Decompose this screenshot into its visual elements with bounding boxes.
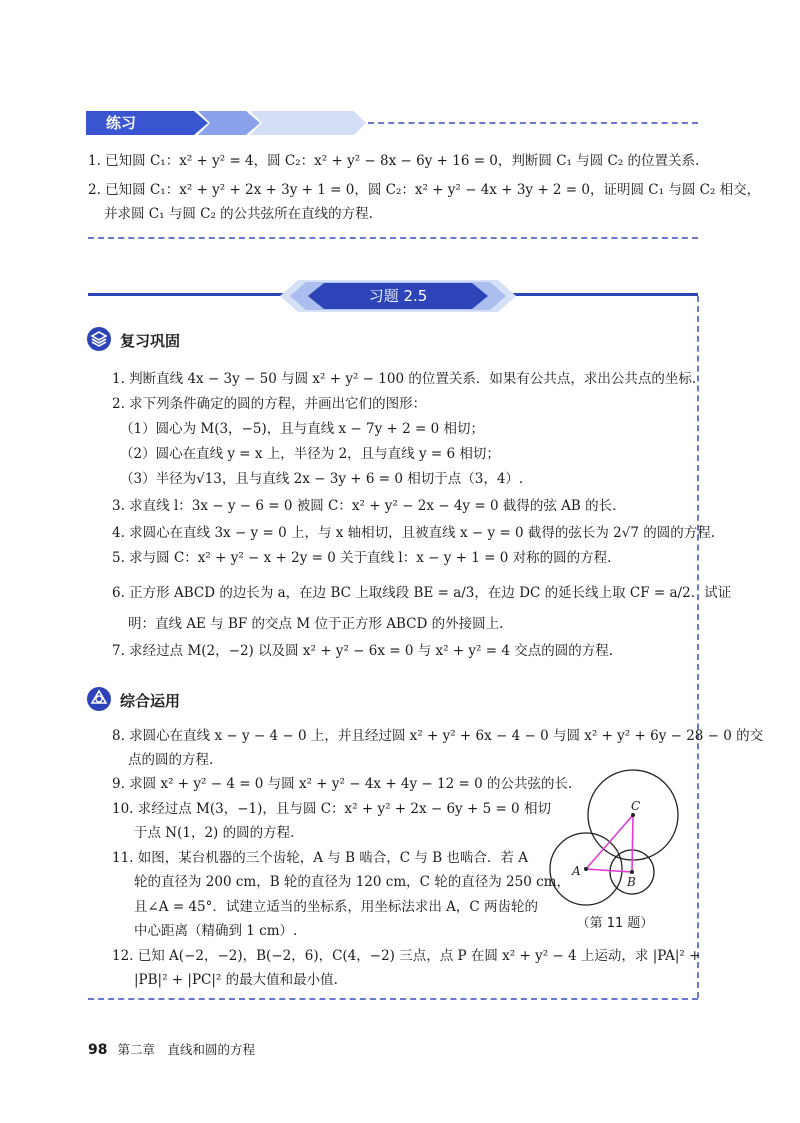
review-section-title: 复习巩固: [120, 332, 181, 350]
applied-line-10: 12. 已知 A(−2，−2)，B(−2，6)，C(4，−2) 三点，点 P 在圆 x² + y² − 4 上运动，求 |PA|² +: [112, 948, 701, 964]
applied-line-3: 9. 求圆 x² + y² − 4 = 0 与圆 x² + y² − 4x + 4y − 12 = 0 的公共弦的长.: [112, 776, 573, 792]
chapter-title: 第二章 直线和圆的方程: [117, 1042, 255, 1057]
applied-line-9: 中心距离（精确到 1 cm）.: [134, 923, 298, 939]
exercise-title: 习题 2.5: [368, 287, 428, 305]
applied-line-2: 点的圆的方程.: [128, 752, 214, 768]
figure-label-c: C: [631, 799, 641, 813]
exercise-right-dash: [697, 296, 699, 998]
review-line-8: 5. 求与圆 C：x² + y² − x + 2y = 0 关于直线 l：x − y + 1 = 0 对称的圆的方程.: [112, 550, 612, 566]
gear-diagram: [540, 768, 690, 908]
applied-line-5: 于点 N(1，2) 的圆的方程.: [134, 825, 295, 841]
gear-figure: [540, 768, 690, 931]
review-line-9: 6. 正方形 ABCD 的边长为 a，在边 BC 上取线段 BE = a/3，在边 DC 的延长线上取 CF = a/2．试证: [112, 585, 732, 601]
page-footer: [88, 1040, 255, 1058]
applied-line-6: 11. 如图，某台机器的三个齿轮，A 与 B 啮合，C 与 B 也啮合．若 A: [112, 850, 528, 866]
figure-label-a: A: [572, 864, 581, 878]
review-line-7: 4. 求圆心在直线 3x − y = 0 上，与 x 轴相切，且被直线 x − y = 0 截得的弦长为 2√7 的圆的方程.: [112, 525, 716, 541]
applied-line-1: 8. 求圆心在直线 x − y − 4 − 0 上，并且经过圆 x² + y² + 6x − 4 − 0 与圆 x² + y² + 6y − 28 − 0 的交: [112, 728, 764, 744]
exercise-right-rule: [508, 293, 698, 296]
review-line-3: （1）圆心为 M(3，−5)，且与直线 x − 7y + 2 = 0 相切；: [120, 421, 484, 437]
exercise-bottom-dash: [88, 998, 698, 1000]
review-line-11: 7. 求经过点 M(2，−2) 以及圆 x² + y² − 6x = 0 与 x² + y² = 4 交点的圆的方程.: [112, 643, 614, 659]
review-line-2: 2. 求下列条件确定的圆的方程，并画出它们的图形：: [112, 396, 427, 412]
exercise-left-rule: [88, 293, 288, 296]
practice-tag: 练习: [106, 114, 137, 132]
applied-section-icon: [86, 686, 112, 712]
figure-caption: （第 11 题）: [576, 916, 654, 931]
applied-line-7: 轮的直径为 200 cm，B 轮的直径为 120 cm，C 轮的直径为 250 cm，: [134, 874, 570, 890]
exercise-banner: [280, 280, 516, 312]
center-triangle: [586, 815, 633, 872]
review-line-6: 3. 求直线 l：3x − y − 6 = 0 被圆 C：x² + y² − 2x − 4y = 0 截得的弦 AB 的长.: [112, 498, 617, 514]
applied-line-4: 10. 求经过点 M(3，−1)，且与圆 C：x² + y² + 2x − 6y + 5 = 0 相切: [112, 801, 551, 817]
review-line-1: 1. 判断直线 4x − 3y − 50 与圆 x² + y² − 100 的位置关系．如果有公共点，求出公共点的坐标.: [112, 371, 697, 387]
practice-top-dash: [368, 122, 698, 124]
applied-line-8: 且∠A = 45°．试建立适当的坐标系，用坐标法求出 A，C 两齿轮的: [134, 899, 539, 915]
practice-banner: [86, 111, 366, 135]
practice-item-2-cont: 并求圆 C₁ 与圆 C₂ 的公共弦所在直线的方程.: [104, 206, 373, 222]
review-line-10: 明：直线 AE 与 BF 的交点 M 位于正方形 ABCD 的外接圆上.: [128, 616, 504, 632]
page-number: 98: [88, 1042, 108, 1058]
practice-item-2: 2. 已知圆 C₁：x² + y² + 2x + 3y + 1 = 0，圆 C₂：x² + y² − 4x + 3y + 2 = 0，证明圆 C₁ 与圆 C₂ 相交，: [88, 182, 761, 198]
applied-line-11: |PB|² + |PC|² 的最大值和最小值.: [134, 972, 338, 988]
practice-bottom-dash: [88, 237, 698, 239]
applied-section-title: 综合运用: [120, 692, 181, 710]
figure-label-b: B: [627, 875, 636, 889]
practice-item-1: 1. 已知圆 C₁：x² + y² = 4，圆 C₂：x² + y² − 8x − 6y + 16 = 0，判断圆 C₁ 与圆 C₂ 的位置关系.: [88, 153, 700, 169]
review-section-icon: [86, 326, 112, 352]
review-line-5: （3）半径为√13，且与直线 2x − 3y + 6 = 0 相切于点（3，4）.: [120, 471, 524, 487]
review-line-4: （2）圆心在直线 y = x 上，半径为 2，且与直线 y = 6 相切；: [120, 446, 500, 462]
